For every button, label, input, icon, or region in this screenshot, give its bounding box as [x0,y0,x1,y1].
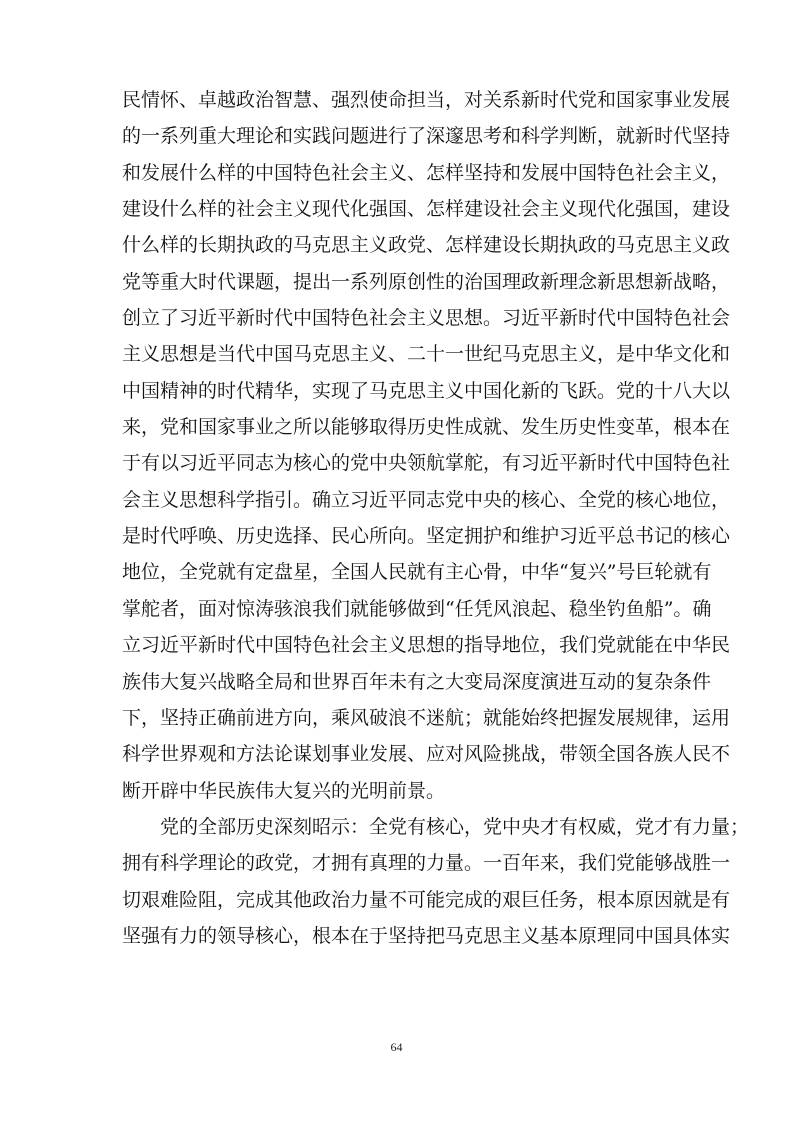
text-line: 于有以习近平同志为核心的党中央领航掌舵，有习近平新时代中国特色社 [122,452,731,475]
text-line: 中国精神的时代精华，实现了马克思主义中国化新的飞跃。党的十八大以 [122,379,731,402]
text-line: 党的全部历史深刻昭示：全党有核心，党中央才有权威，党才有力量； [160,815,750,838]
text-line: 族伟大复兴战略全局和世界百年未有之大变局深度演进互动的复杂条件 [122,670,712,693]
text-line: 来，党和国家事业之所以能够取得历史性成就、发生历史性变革，根本在 [122,416,731,439]
text-line: 主义思想是当代中国马克思主义、二十一世纪马克思主义，是中华文化和 [122,343,731,366]
text-line: 拥有科学理论的政党，才拥有真理的力量。一百年来，我们党能够战胜一 [122,852,731,875]
text-line: 地位，全党就有定盘星，全国人民就有主心骨，中华“复兴”号巨轮就有 [122,561,712,584]
text-line: 掌舵者，面对惊涛骇浪我们就能够做到“任凭风浪起、稳坐钓鱼船”。确 [122,597,712,620]
text-line: 的一系列重大理论和实践问题进行了深邃思考和科学判断，就新时代坚持 [122,125,731,148]
text-line: 科学世界观和方法论谋划事业发展、应对风险挑战，带领全国各族人民不 [122,743,731,766]
text-line: 下，坚持正确前进方向，乘风破浪不迷航；就能始终把握发展规律，运用 [122,706,731,729]
text-line: 坚强有力的领导核心，根本在于坚持把马克思主义基本原理同中国具体实 [122,924,731,947]
text-line: 党等重大时代课题，提出一系列原创性的治国理政新理念新思想新战略， [122,270,731,293]
text-line: 切艰难险阻，完成其他政治力量不可能完成的艰巨任务，根本原因就是有 [122,888,731,911]
text-line: 立习近平新时代中国特色社会主义思想的指导地位，我们党就能在中华民 [122,634,731,657]
text-line: 什么样的长期执政的马克思主义政党、怎样建设长期执政的马克思主义政 [122,234,731,257]
text-line: 建设什么样的社会主义现代化强国、怎样建设社会主义现代化强国，建设 [122,198,731,221]
page-number: 64 [390,1040,403,1054]
text-line: 是时代呼唤、历史选择、民心所向。坚定拥护和维护习近平总书记的核心 [122,525,731,548]
paragraph-1 [122,82,731,809]
text-line: 断开辟中华民族伟大复兴的光明前景。 [122,779,446,802]
body-text [122,82,750,954]
text-line: 会主义思想科学指引。确立习近平同志党中央的核心、全党的核心地位， [122,488,731,511]
paragraph-2 [122,809,750,954]
text-line: 创立了习近平新时代中国特色社会主义思想。习近平新时代中国特色社会 [122,307,731,330]
text-line: 民情怀、卓越政治智慧、强烈使命担当，对关系新时代党和国家事业发展 [122,89,731,111]
text-line: 和发展什么样的中国特色社会主义、怎样坚持和发展中国特色社会主义， [122,161,731,184]
